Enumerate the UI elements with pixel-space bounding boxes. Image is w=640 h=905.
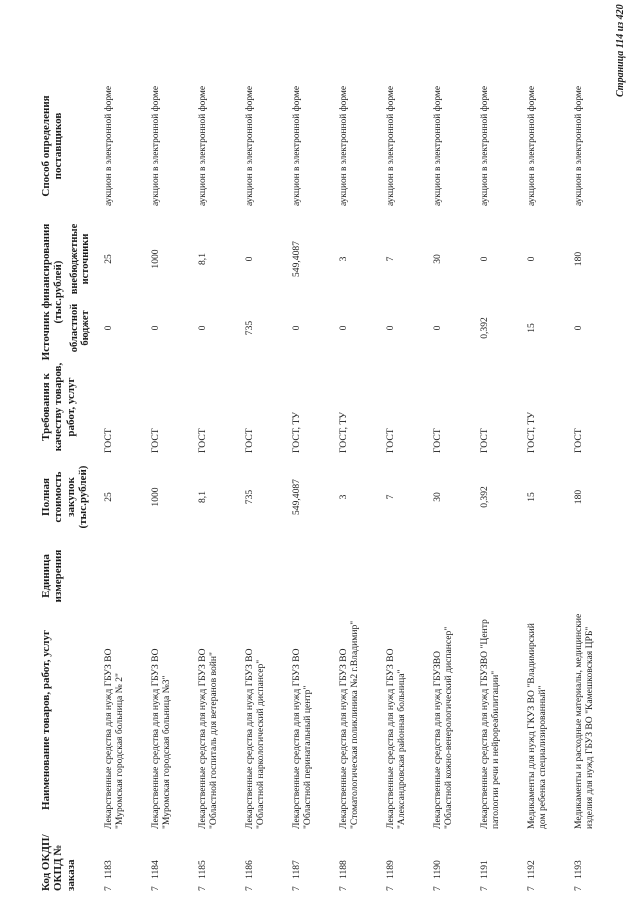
order-code: 71185 — [197, 860, 209, 891]
cost-cell: 30 — [432, 492, 444, 502]
method-cell: аукцион в электронной форме — [292, 86, 303, 206]
cost-cell: 735 — [244, 489, 256, 505]
regional-budget-cell: 0,392 — [479, 317, 491, 339]
table-row — [386, 69, 433, 891]
regional-budget-cell: 0 — [385, 325, 397, 331]
unit-cell — [292, 541, 339, 611]
regional-budget-cell: 15 — [526, 323, 538, 333]
order-code: 71183 — [103, 860, 115, 891]
item-name: Медикаменты и расходные материалы, медицинские изделия для нужд ГБУЗ ВО "Камешковская ЦРБ" — [573, 613, 595, 829]
offbudget-cell: 0 — [526, 256, 538, 262]
method-cell: аукцион в электронной форме — [527, 86, 538, 206]
table-row — [527, 69, 574, 891]
quality-cell: ГОСТ, ТУ — [526, 411, 538, 453]
item-name: Лекарственные средства для нужд ГБУЗ ВО "Областной перинатальный центр" — [291, 648, 313, 829]
quality-cell: ГОСТ — [432, 428, 444, 453]
header-funding-regional: областной бюджет — [68, 303, 92, 353]
order-code: 71191 — [479, 860, 491, 891]
item-name: Лекарственные средства для нужд ГБУЗВО "Центр патологии речи и нейрореабилитации" — [479, 619, 501, 829]
unit-cell — [480, 541, 527, 611]
procurement-table — [40, 69, 624, 891]
item-name: Лекарственные средства для нужд ГБУЗ ВО "Областной наркологический диспансер" — [244, 648, 266, 829]
header-cost: Полная стоимость закупок (тыс.рублей) — [40, 465, 89, 529]
quality-cell: ГОСТ — [573, 428, 585, 453]
method-cell: аукцион в электронной форме — [339, 86, 350, 206]
method-cell: аукцион в электронной форме — [480, 86, 491, 206]
item-name: Лекарственные средства для нужд ГБУЗ ВО "Александровская районная больница" — [385, 648, 407, 829]
header-name: Наименование товаров, работ, услуг — [40, 630, 52, 810]
quality-cell: ГОСТ — [197, 428, 209, 453]
cost-cell: 8,1 — [197, 491, 209, 503]
method-cell: аукцион в электронной форме — [574, 86, 585, 206]
unit-cell — [527, 541, 574, 611]
header-unit: Единица измерения — [40, 549, 65, 603]
quality-cell: ГОСТ, ТУ — [338, 411, 350, 453]
regional-budget-cell: 0 — [197, 325, 209, 331]
regional-budget-cell: 0 — [150, 325, 162, 331]
table-row — [198, 69, 245, 891]
method-cell: аукцион в электронной форме — [245, 86, 256, 206]
unit-cell — [386, 541, 433, 611]
quality-cell: ГОСТ — [150, 428, 162, 453]
cost-cell: 549,4087 — [291, 479, 303, 515]
page-footer: Страница 114 из 420 — [615, 4, 626, 97]
cost-cell: 1000 — [150, 487, 162, 507]
item-name: Лекарственные средства для нужд ГБУЗ ВО "Областной госпиталь для ветеранов войн" — [197, 648, 219, 829]
table-row — [339, 69, 386, 891]
unit-cell — [198, 541, 245, 611]
unit-cell — [433, 541, 480, 611]
item-name: Лекарственные средства для нужд ГБУЗВО "Областной кожно-венерологический диспансер" — [432, 626, 454, 829]
offbudget-cell: 8,1 — [197, 253, 209, 265]
header-code: Код ОКДП/ ОКПД № заказа — [40, 834, 77, 891]
method-cell: аукцион в электронной форме — [151, 86, 162, 206]
table-body — [104, 69, 624, 891]
table-row — [433, 69, 480, 891]
item-name: Лекарственные средства для нужд ГБУЗ ВО "Стоматологическая поликлиника №2 г.Владимир" — [338, 620, 360, 829]
order-code: 71190 — [432, 860, 444, 891]
cost-cell: 7 — [385, 494, 397, 500]
regional-budget-cell: 0 — [103, 325, 115, 331]
order-code: 71192 — [526, 860, 538, 891]
method-cell: аукцион в электронной форме — [104, 86, 115, 206]
table-row — [574, 69, 624, 891]
offbudget-cell: 549,4087 — [291, 241, 303, 277]
cost-cell: 180 — [573, 489, 585, 505]
method-cell: аукцион в электронной форме — [386, 86, 397, 206]
offbudget-cell: 30 — [432, 254, 444, 264]
item-name: Медикаменты для нужд ГКУЗ ВО "Владимирский дом ребенка специализированный" — [526, 623, 548, 829]
regional-budget-cell: 0 — [573, 325, 585, 331]
cost-cell: 0,392 — [479, 486, 491, 508]
quality-cell: ГОСТ, ТУ — [291, 411, 303, 453]
header-quality: Требования к качеству товаров, работ, услуг — [40, 362, 77, 452]
quality-cell: ГОСТ — [385, 428, 397, 453]
order-code: 71193 — [573, 860, 585, 891]
unit-cell — [339, 541, 386, 611]
quality-cell: ГОСТ — [479, 428, 491, 453]
unit-cell — [104, 541, 151, 611]
quality-cell: ГОСТ — [244, 428, 256, 453]
offbudget-cell: 180 — [573, 251, 585, 267]
offbudget-cell: 7 — [385, 256, 397, 262]
regional-budget-cell: 0 — [291, 325, 303, 331]
cost-cell: 25 — [103, 492, 115, 502]
offbudget-cell: 3 — [338, 256, 350, 262]
header-funding: Источник финансирования (тыс.рублей) — [40, 223, 65, 361]
item-name: Лекарственные средства для нужд ГБУЗ ВО "Муромская городская больница № 2" — [103, 648, 125, 829]
cost-cell: 15 — [526, 492, 538, 502]
order-code: 71186 — [244, 860, 256, 891]
order-code: 71189 — [385, 860, 397, 891]
order-code: 71188 — [338, 860, 350, 891]
quality-cell: ГОСТ — [103, 428, 115, 453]
table-row — [245, 69, 292, 891]
offbudget-cell: 0 — [479, 256, 491, 262]
header-row — [40, 69, 65, 891]
regional-budget-cell: 735 — [244, 320, 256, 336]
unit-cell — [245, 541, 292, 611]
method-cell: аукцион в электронной форме — [433, 86, 444, 206]
item-name: Лекарственные средства для нужд ГБУЗ ВО "Муромская городская больница №3" — [150, 648, 172, 829]
offbudget-cell: 25 — [103, 254, 115, 264]
offbudget-cell: 1000 — [150, 249, 162, 269]
regional-budget-cell: 0 — [338, 325, 350, 331]
unit-cell — [574, 541, 624, 611]
unit-cell — [151, 541, 198, 611]
order-code: 71187 — [291, 860, 303, 891]
regional-budget-cell: 0 — [432, 325, 444, 331]
header-method: Способ определения поставщиков — [40, 95, 65, 197]
table-row — [151, 69, 198, 891]
cost-cell: 3 — [338, 494, 350, 500]
header-funding-offbudget: внебюджетные источники — [68, 223, 92, 295]
table-row — [292, 69, 339, 891]
table-row — [104, 69, 151, 891]
offbudget-cell: 0 — [244, 256, 256, 262]
method-cell: аукцион в электронной форме — [198, 86, 209, 206]
table-row — [480, 69, 527, 891]
order-code: 71184 — [150, 860, 162, 891]
